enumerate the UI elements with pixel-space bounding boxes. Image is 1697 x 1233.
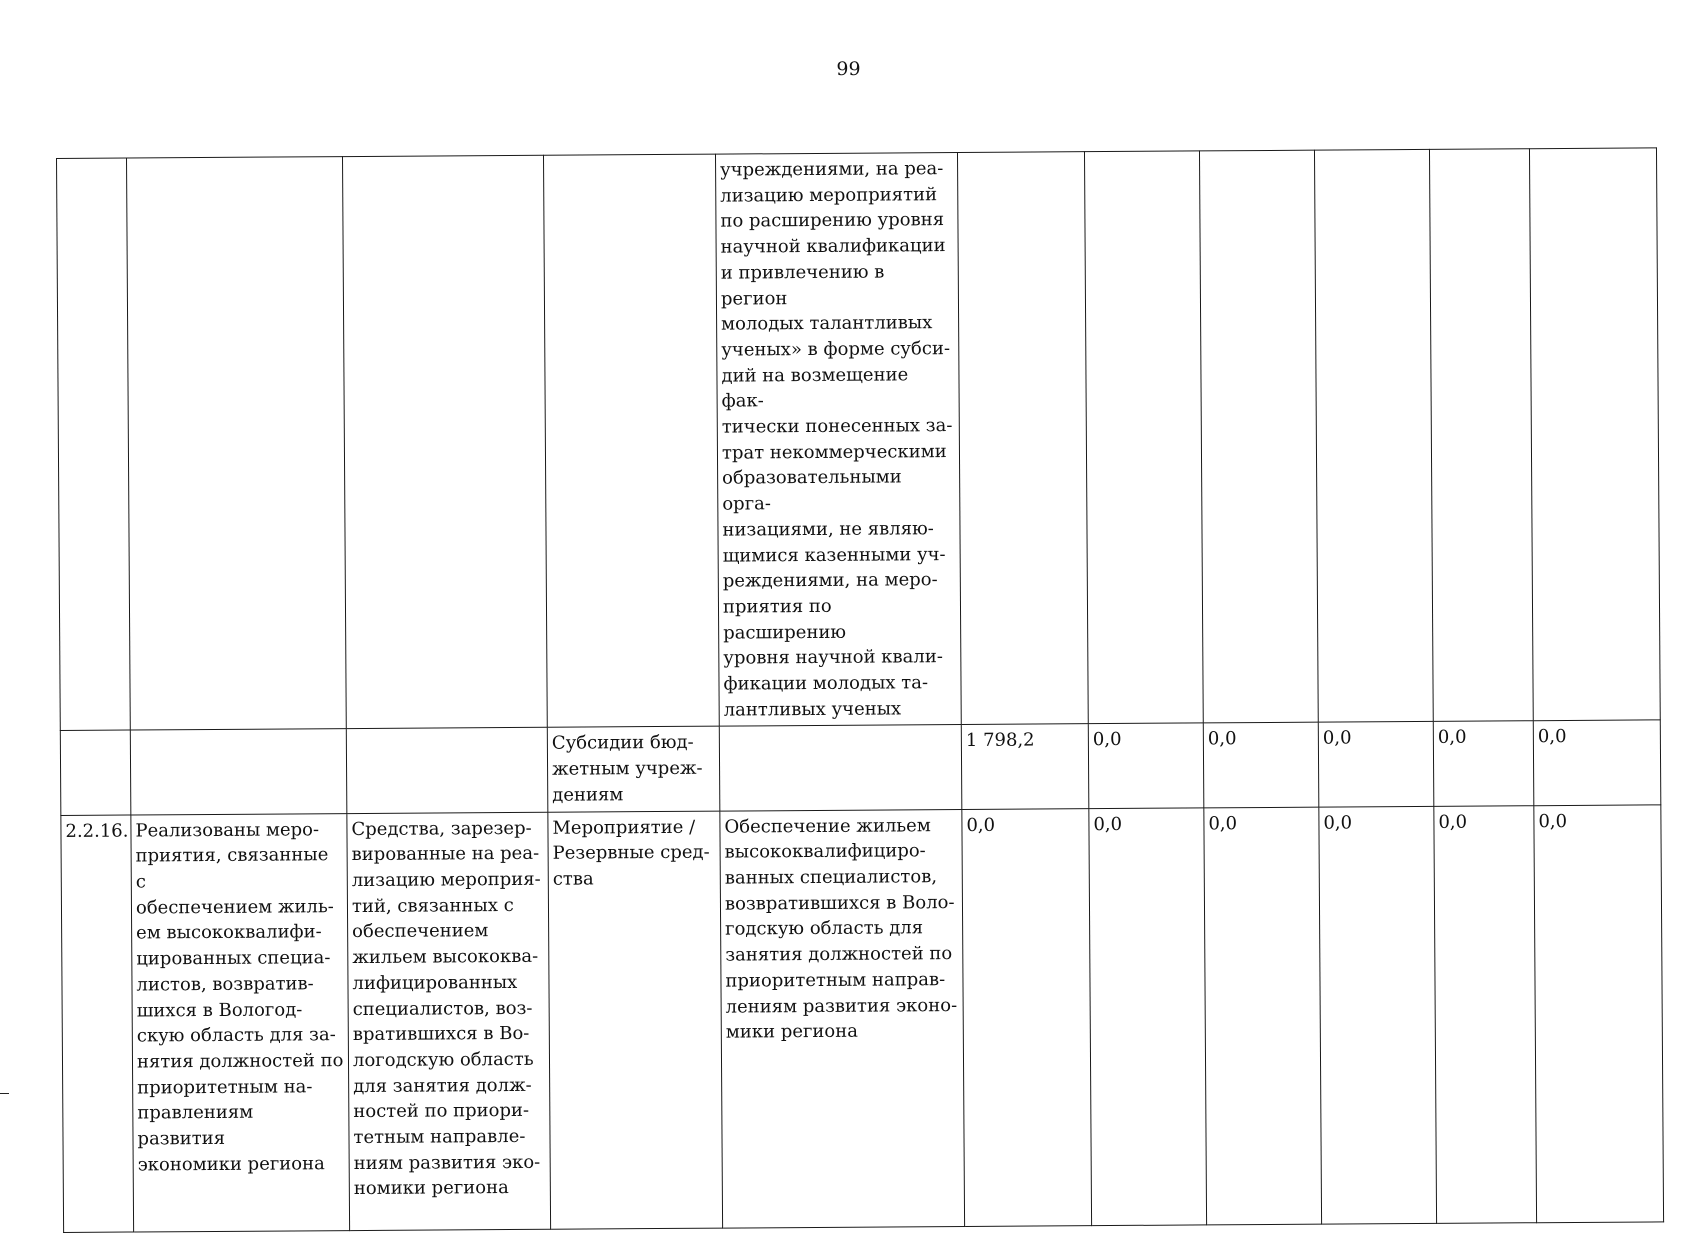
cell-text: учреждениями, на реа- лизацию мероприятий по расширению уровня научной квалификации и привлечению в регион молодых талантливых ученых» в форме субси- дий на возмещение фак- тически понесенных за- трат некоммерческими образовательными орга- низациями, не являю- щимися казенными уч- реждениями, на меро- приятия по расширению уровня научной квали- фикации молодых та- лантливых ученых: [720, 156, 957, 723]
cell-text: Реализованы меро- приятия, связанные с обеспечением жиль- ем высококвалифи- цированных специа- листов, возвратив- шихся в Вологод- скую область для за- нятия должностей по приоритетным на- правлениям развития экономики региона: [135, 817, 344, 1178]
cell-value: [1084, 151, 1203, 724]
cell-text: 0,0: [1208, 726, 1314, 752]
cell-text: 0,0: [966, 812, 1084, 838]
cell-text: [347, 159, 539, 160]
cell-text: [351, 731, 543, 732]
cell-text: [1534, 151, 1652, 152]
page-number: 99: [0, 58, 1697, 80]
cell-type: [547, 727, 720, 812]
cell-value: [957, 152, 1088, 725]
cell-value: [1534, 804, 1664, 1222]
cell-description: [715, 153, 961, 727]
cell-value: [1088, 723, 1204, 808]
cell-text: [1319, 153, 1425, 154]
cell-value: [1318, 722, 1434, 807]
cell-number: [61, 815, 134, 1232]
cell-text: [135, 733, 342, 734]
cell-text: [724, 729, 957, 731]
cell-text: Субсидии бюд- жетным учреж- дениям: [552, 730, 716, 808]
cell-value: [1319, 806, 1437, 1224]
cell-text: [548, 158, 711, 159]
cell-text: 0,0: [1538, 808, 1656, 834]
cell-number: [57, 158, 131, 731]
cell-text: [1089, 154, 1195, 155]
cell-value: [962, 808, 1092, 1226]
cell-text: [1204, 154, 1310, 155]
cell-result: [127, 157, 347, 731]
scan-edge-mark: [0, 1093, 9, 1094]
cell-text: [131, 160, 338, 161]
cell-value: [1433, 721, 1534, 806]
cell-value: [1204, 807, 1322, 1225]
cell-result: [131, 813, 350, 1231]
cell-type: [543, 154, 719, 728]
cell-result: [130, 729, 347, 815]
table-row: [61, 804, 1664, 1232]
table-row: [57, 148, 1661, 731]
cell-text: 0,0: [1538, 724, 1656, 750]
cell-number: [60, 730, 131, 815]
cell-value: [1429, 149, 1533, 722]
cell-text: Средства, зарезер- вированные на реа- лизацию мероприя- тий, связанных с обеспечением жильем высококва- лифицированных специалистов, воз- вратившихся в Во- логодскую область для занятия долж- ностей по приори- тетным направле- ниям развития эко- номики региона: [351, 815, 546, 1202]
cell-text: Мероприятие / Резервные сред- ства: [552, 814, 716, 892]
cell-value: [1203, 723, 1319, 808]
cell-funds: [346, 728, 548, 813]
cell-text: 0,0: [1438, 809, 1529, 835]
program-measures-table: [56, 147, 1664, 1232]
cell-funds: [347, 812, 551, 1230]
cell-text: 1 798,2: [966, 728, 1084, 754]
cell-text: 0,0: [1093, 811, 1199, 837]
cell-text: 0,0: [1323, 725, 1429, 751]
table-row: [60, 720, 1661, 815]
cell-text: 2.2.16.: [65, 818, 126, 844]
cell-text: 0,0: [1093, 727, 1199, 753]
cell-text: Обеспечение жильем высококвалифициро- ванных специалистов, возвратившихся в Воло- годскую область для занятия должностей по приоритетным направ- лениям развития эконо- мики региона: [724, 813, 959, 1046]
cell-text: 0,0: [1323, 809, 1429, 835]
cell-funds: [342, 155, 547, 729]
cell-text: [1434, 152, 1525, 153]
cell-text: [962, 155, 1080, 156]
cell-value: [1089, 807, 1207, 1225]
cell-value: [1314, 149, 1433, 722]
cell-text: 0,0: [1438, 725, 1529, 751]
cell-value: [1533, 720, 1661, 805]
cell-value: [1529, 148, 1660, 721]
cell-value: [961, 724, 1089, 809]
cell-description: [720, 809, 965, 1228]
cell-type: [548, 811, 723, 1229]
cell-text: 0,0: [1208, 810, 1314, 836]
cell-value: [1434, 805, 1537, 1223]
cell-value: [1199, 150, 1318, 723]
cell-description: [719, 725, 962, 811]
